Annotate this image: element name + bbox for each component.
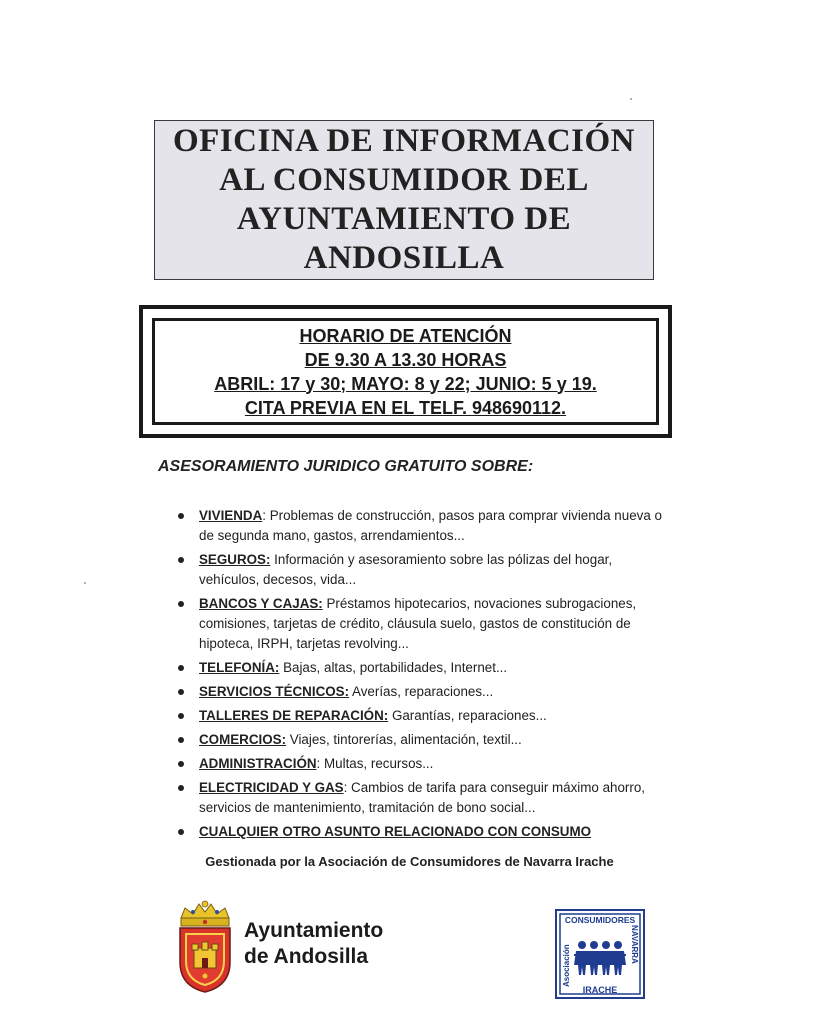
ayuntamiento-name: [244, 918, 383, 970]
irache-right-text: NAVARRA: [630, 925, 639, 964]
list-item: [174, 754, 664, 774]
services-list: [174, 506, 664, 846]
irache-left-text: Asociación: [562, 944, 571, 987]
item-text: : Multas, recursos...: [316, 756, 434, 771]
item-keyword: ADMINISTRACIÓN: [199, 756, 317, 771]
irache-bottom-text: IRACHE: [582, 985, 618, 995]
bullet-icon: [178, 665, 184, 671]
list-item: [174, 682, 664, 702]
ayuntamiento-line1: Ayuntamiento: [244, 919, 384, 942]
bullet-icon: [178, 601, 184, 607]
title-line: AL CONSUMIDOR DEL: [219, 162, 589, 198]
item-keyword: VIVIENDA: [199, 508, 263, 523]
bullet-icon: [178, 785, 184, 791]
scan-speck: [630, 98, 632, 100]
item-text: Bajas, altas, portabilidades, Internet...: [279, 660, 508, 675]
hours-box-inner: [152, 318, 659, 425]
item-text: Préstamos hipotecarios, novaciones subrogaciones, comisiones, tarjetas de crédito, cláusula suelo, gastos de constitución de hipoteca, IRPH, tarjetas revolving...: [199, 596, 637, 651]
bullet-icon: [178, 689, 184, 695]
item-text: : Cambios de tarifa para conseguir máximo ahorro, servicios de mantenimiento, tramitación de bono social...: [199, 780, 646, 815]
bullet-icon: [178, 761, 184, 767]
irache-logo-icon: [555, 909, 645, 999]
bullet-icon: [178, 829, 184, 835]
services-subtitle: ASESORAMIENTO JURIDICO GRATUITO SOBRE:: [158, 458, 534, 475]
list-item: [174, 706, 664, 726]
item-keyword: BANCOS Y CAJAS:: [199, 596, 323, 611]
list-item: [174, 778, 664, 818]
item-keyword: TELEFONÍA:: [199, 660, 280, 675]
title-line: ANDOSILLA: [303, 240, 505, 276]
item-keyword: TALLERES DE REPARACIÓN:: [199, 708, 389, 723]
title-line: OFICINA DE INFORMACIÓN: [172, 123, 635, 159]
hours-phone: CITA PREVIA EN EL TELF. 948690112.: [244, 397, 567, 418]
list-item: [174, 658, 664, 678]
item-keyword: SEGUROS:: [199, 552, 271, 567]
irache-top-text: CONSUMIDORES: [564, 915, 636, 925]
managed-by-text: Gestionada por la Asociación de Consumidores de Navarra Irache: [205, 854, 614, 869]
item-text: Averías, reparaciones...: [349, 684, 494, 699]
list-item: [174, 506, 664, 546]
hours-heading: HORARIO DE ATENCIÓN: [299, 325, 512, 346]
hours-time: DE 9.30 A 13.30 HORAS: [304, 349, 507, 370]
ayuntamiento-line2: de Andosilla: [244, 945, 369, 968]
crown-icon: [181, 901, 229, 926]
item-text: Viajes, tintorerías, alimentación, textil...: [286, 732, 522, 747]
list-item: [174, 594, 664, 654]
coat-of-arms-icon: [175, 900, 235, 994]
item-keyword: SERVICIOS TÉCNICOS:: [199, 684, 350, 699]
item-keyword: CUALQUIER OTRO ASUNTO RELACIONADO CON CONSUMO: [199, 824, 592, 839]
item-keyword: COMERCIOS:: [199, 732, 287, 747]
bullet-icon: [178, 513, 184, 519]
item-text: Información y asesoramiento sobre las pólizas del hogar, vehículos, decesos, vida...: [199, 552, 613, 587]
item-text: Garantías, reparaciones...: [388, 708, 547, 723]
bullet-icon: [178, 557, 184, 563]
bullet-icon: [178, 737, 184, 743]
hours-dates: ABRIL: 17 y 30; MAYO: 8 y 22; JUNIO: 5 y 19.: [214, 373, 597, 394]
bullet-icon: [178, 713, 184, 719]
children-figures-icon: [572, 927, 628, 981]
scan-speck: [84, 582, 86, 584]
hours-box: [139, 305, 672, 438]
title-line: AYUNTAMIENTO DE: [236, 201, 572, 237]
item-keyword: ELECTRICIDAD Y GAS: [199, 780, 344, 795]
list-item: [174, 822, 664, 842]
list-item: [174, 730, 664, 750]
item-text: : Problemas de construcción, pasos para comprar vivienda nueva o de segunda mano, gastos, arrendamientos...: [199, 508, 662, 543]
list-item: [174, 550, 664, 590]
title-box: [154, 120, 654, 280]
